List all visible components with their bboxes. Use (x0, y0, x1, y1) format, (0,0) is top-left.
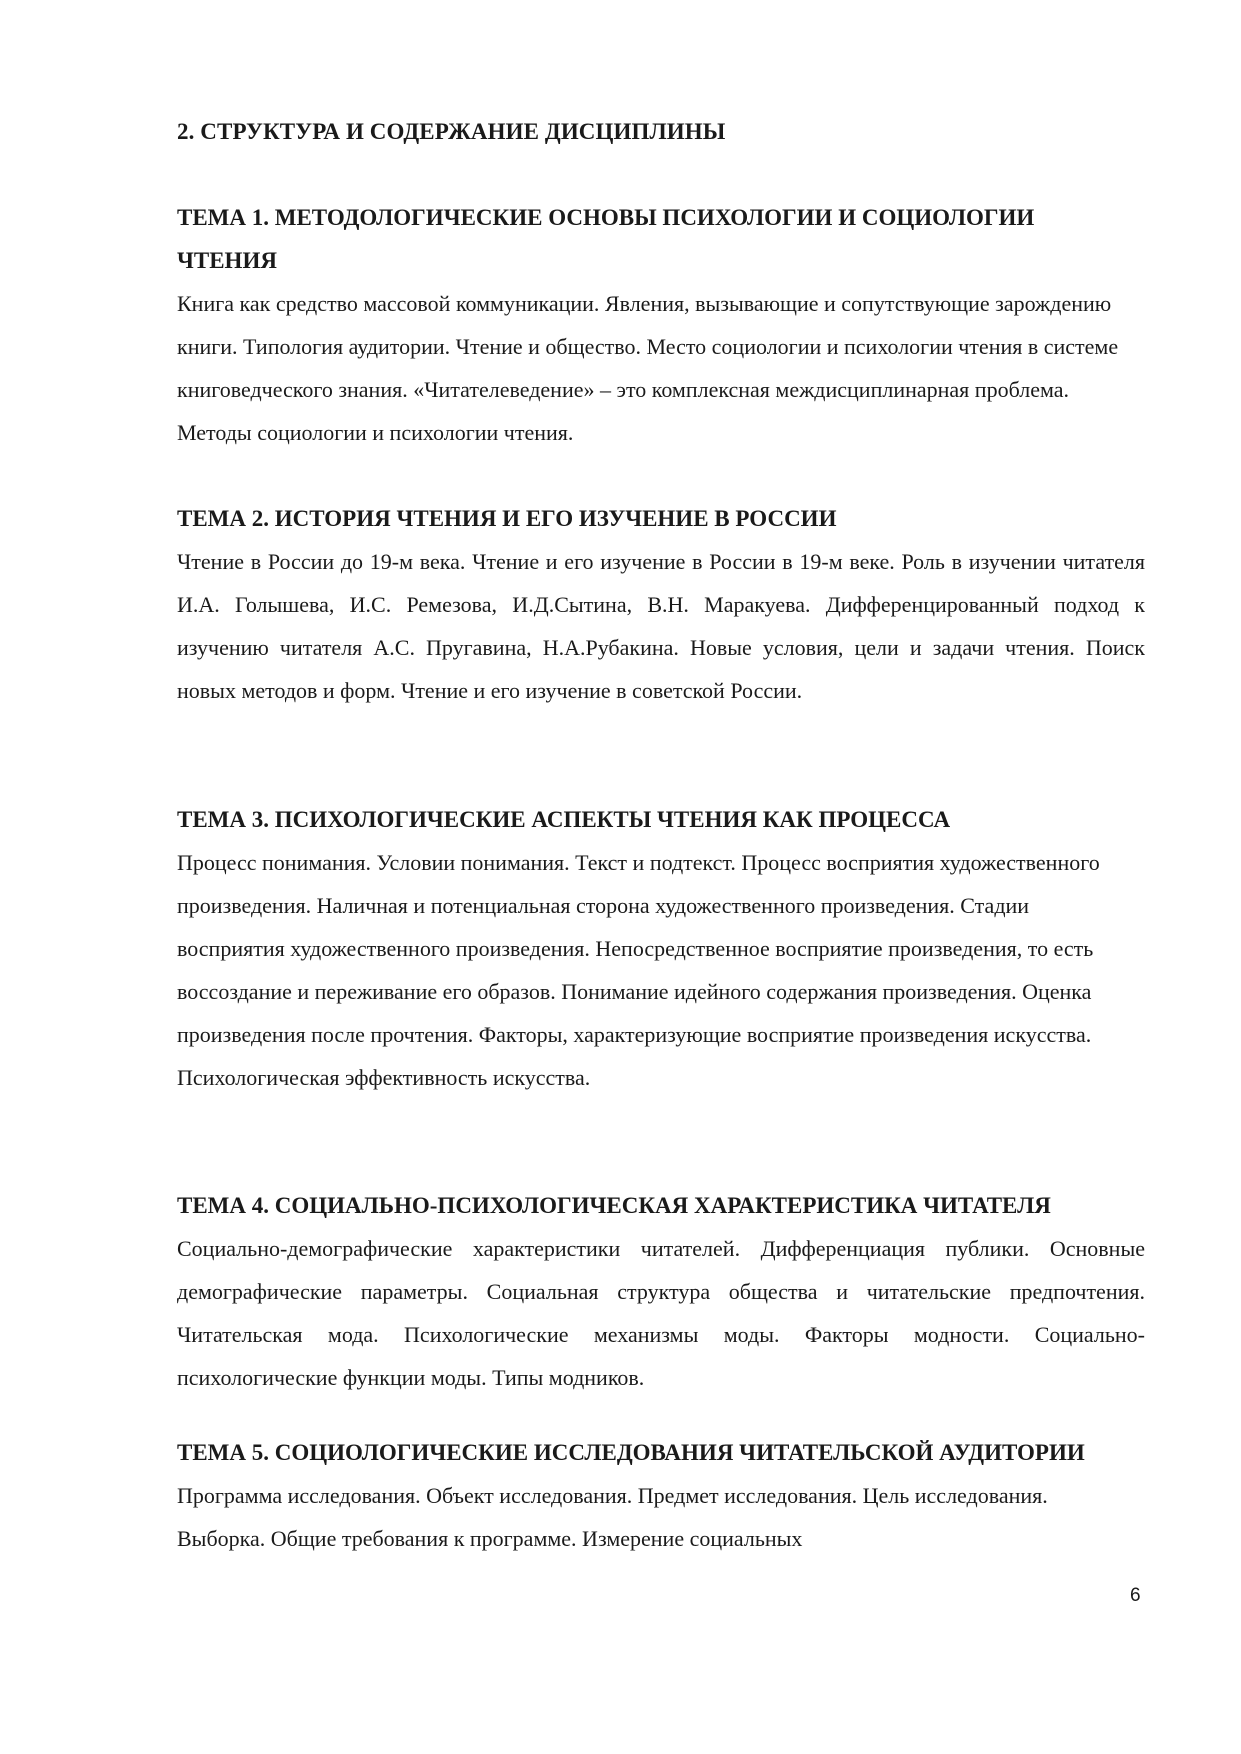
topic-3-body: Процесс понимания. Условии понимания. Текст и подтекст. Процесс восприятия художественного произведения. Наличная и потенциальная сторона художественного произведения. Стадии восприятия художественного произведения. Непосредственное восприятие произведения, то есть воссоздание и переживание его образов. Понимание идейного содержания произведения. Оценка произведения после прочтения. Факторы, характеризующие восприятие произведения искусства. Психологическая эффективность искусства. (177, 850, 1100, 1090)
topic-1 (177, 196, 1145, 454)
topic-5-title: ТЕМА 5. СОЦИОЛОГИЧЕСКИЕ ИССЛЕДОВАНИЯ ЧИТАТЕЛЬСКОЙ АУДИТОРИИ (177, 1440, 1085, 1465)
topic-3 (177, 798, 1145, 1099)
topic-3-title: ТЕМА 3. ПСИХОЛОГИЧЕСКИЕ АСПЕКТЫ ЧТЕНИЯ КАК ПРОЦЕССА (177, 807, 951, 832)
page-number: 6 (1130, 1585, 1141, 1606)
topic-5 (177, 1431, 1145, 1560)
topic-2-title: ТЕМА 2. ИСТОРИЯ ЧТЕНИЯ И ЕГО ИЗУЧЕНИЕ В РОССИИ (177, 506, 837, 531)
topic-4 (177, 1184, 1145, 1399)
section-heading: 2. СТРУКТУРА И СОДЕРЖАНИЕ ДИСЦИПЛИНЫ (177, 119, 726, 144)
topic-2-body: Чтение в России до 19-м века. Чтение и его изучение в России в 19-м веке. Роль в изучении читателя И.А. Голышева, И.С. Ремезова, И.Д.Сытина, В.Н. Маракуева. Дифференцированный подход к изучению читателя А.С. Пругавина, Н.А.Рубакина. Новые условия, цели и задачи чтения. Поиск новых методов и форм. Чтение и его изучение в советской России. (177, 549, 1145, 703)
topic-5-body: Программа исследования. Объект исследования. Предмет исследования. Цель исследования. Выборка. Общие требования к программе. Измерение социальных (177, 1483, 1048, 1551)
topic-4-body: Социально-демографические характеристики читателей. Дифференциация публики. Основные демографические параметры. Социальная структура общества и читательские предпочтения. Читательская мода. Психологические механизмы моды. Факторы модности. Социально-психологические функции моды. Типы модников. (177, 1236, 1145, 1390)
topic-2 (177, 497, 1145, 712)
topic-1-title: ТЕМА 1. МЕТОДОЛОГИЧЕСКИЕ ОСНОВЫ ПСИХОЛОГИИ И СОЦИОЛОГИИ ЧТЕНИЯ (177, 205, 1035, 273)
topic-1-body: Книга как средство массовой коммуникации. Явления, вызывающие и сопутствующие зарождению книги. Типология аудитории. Чтение и общество. Место социологии и психологии чтения в системе книговедческого знания. «Читателеведение» – это комплексная междисциплинарная проблема. Методы социологии и психологии чтения. (177, 291, 1119, 445)
topic-4-title: ТЕМА 4. СОЦИАЛЬНО-ПСИХОЛОГИЧЕСКАЯ ХАРАКТЕРИСТИКА ЧИТАТЕЛЯ (177, 1193, 1051, 1218)
